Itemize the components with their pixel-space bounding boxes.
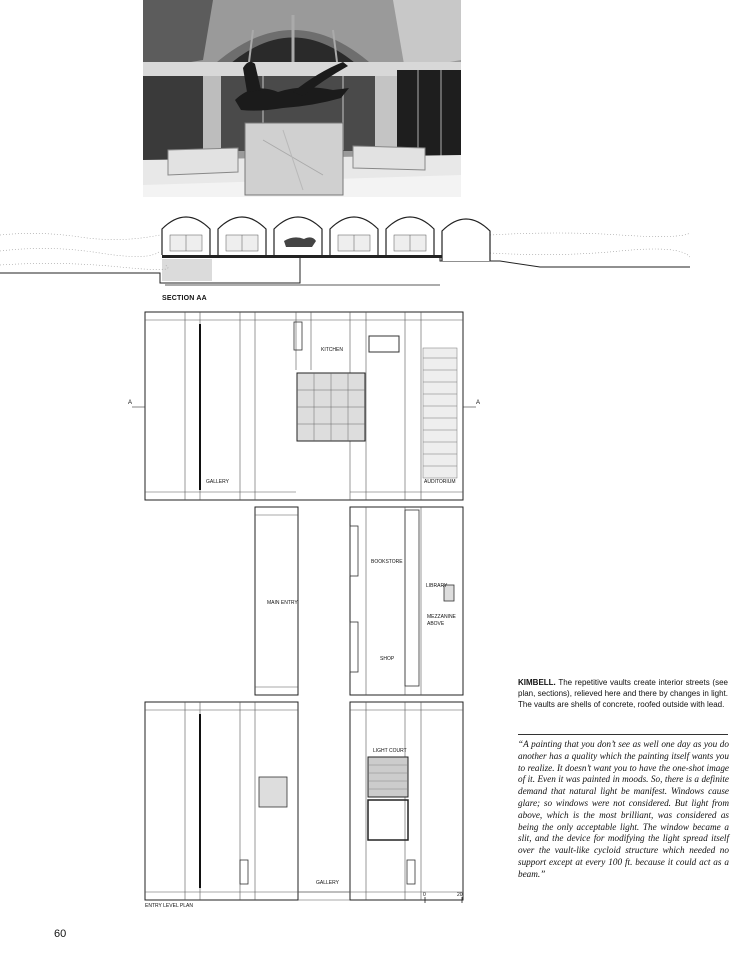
room-label-auditorium: AUDITORIUM: [424, 479, 456, 485]
room-label-mezzanine: MEZZANINE: [427, 614, 456, 620]
section-aa-drawing: [0, 205, 690, 295]
scale-end: 20': [457, 892, 464, 898]
room-label-gallery-bottom: GALLERY: [316, 880, 339, 886]
room-label-mezzanine-above: ABOVE: [427, 621, 445, 627]
section-mark-right: A: [476, 400, 481, 406]
kahn-quote: “A painting that you don’t see as well one day as you do another has a quality which the painting itself wants you to realize. It doesn’t want you to have the one-shot image of it. Even it was painted in moods. So, there is a definite demand that natural light be manifest. Windows cause glare; so windows were not considered. But light from above, which is the most brilliant, was considered as being the only acceptable light. The window became a slit, and the device for modifying the light spread itself over the vault-like cycloid structure which needed no support except at every 100 ft. because it could act as a beam.”: [518, 739, 729, 879]
entry-level-plan: [0, 300, 500, 915]
section-mark-left: A: [128, 400, 133, 406]
plan-title: ENTRY LEVEL PLAN: [145, 903, 193, 909]
room-label-gallery-top: GALLERY: [206, 479, 229, 485]
scale-zero: 0: [423, 892, 426, 898]
page-number: 60: [54, 928, 67, 940]
divider: [518, 734, 728, 735]
caption-lead: KIMBELL.: [518, 678, 556, 687]
caption: [518, 677, 728, 710]
courtyard-photograph: [143, 0, 461, 197]
room-label-bookstore: BOOKSTORE: [371, 559, 403, 565]
room-label-library: LIBRARY: [426, 583, 448, 589]
caption-text: The repetitive vaults create interior streets (see plan, sections), relieved here and there by changes in light. The vaults are shells of concrete, roofed outside with lead.: [518, 678, 728, 709]
section-title: SECTION AA: [162, 295, 207, 302]
room-label-light-court: LIGHT COURT: [373, 748, 407, 754]
room-label-main-entry: MAIN ENTRY: [267, 600, 298, 606]
room-label-shop: SHOP: [380, 656, 395, 662]
room-label-kitchen: KITCHEN: [321, 347, 343, 353]
